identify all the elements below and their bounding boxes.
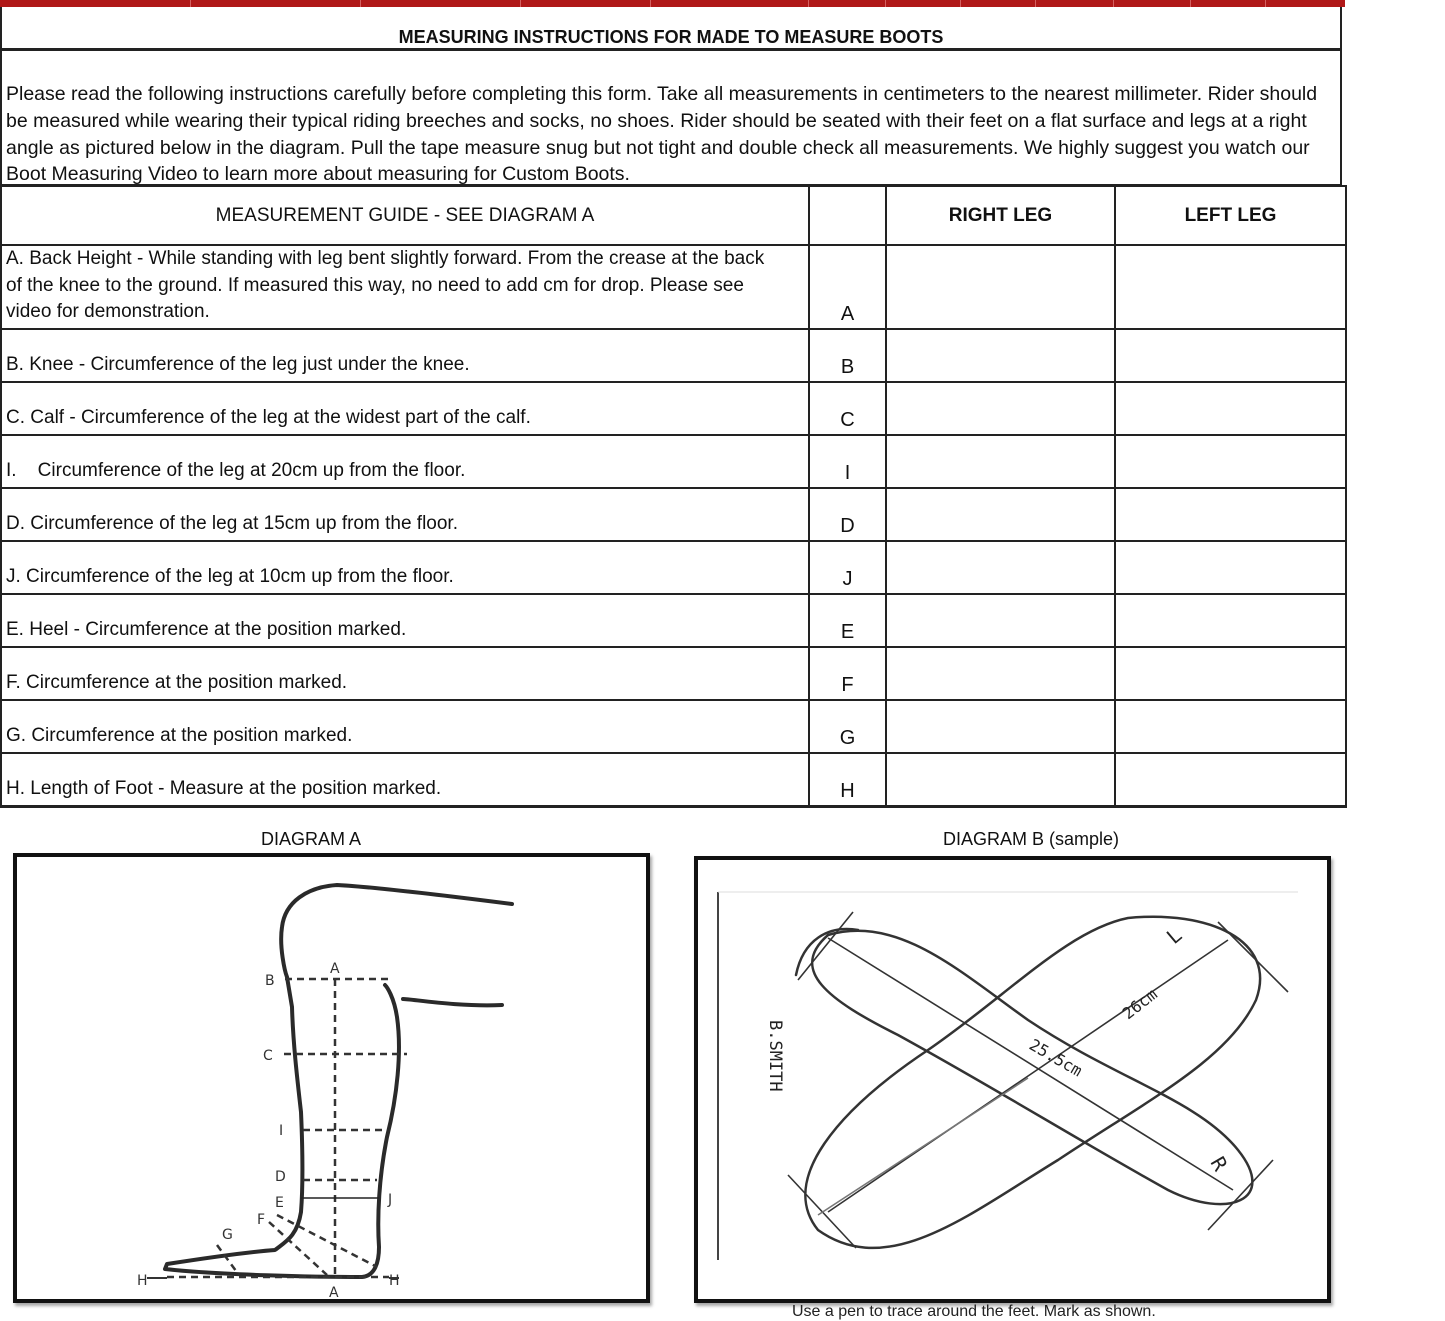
left-leg-input[interactable] — [1115, 700, 1346, 753]
left-foot-mark: L — [1161, 922, 1187, 949]
marker-h-right: H — [389, 1273, 400, 1289]
left-leg-input[interactable] — [1115, 329, 1346, 382]
instruction-line: angle as pictured below in the diagram. Pull the tape measure snug but not tight and double check all measurements. We highly suggest you watch our — [6, 136, 1310, 159]
measurement-description: H. Length of Foot - Measure at the position marked. — [1, 753, 809, 807]
right-leg-input[interactable] — [886, 382, 1115, 435]
measurement-code: G — [809, 700, 886, 753]
description-line: video for demonstration. — [6, 301, 210, 323]
left-foot-measure: 25.5cm — [1026, 1035, 1086, 1081]
left-leg-input[interactable] — [1115, 245, 1346, 329]
marker-b: B — [265, 973, 275, 989]
diagram-b-frame — [694, 856, 1331, 1303]
right-leg-input[interactable] — [886, 245, 1115, 329]
measurement-description: B. Knee - Circumference of the leg just under the knee. — [1, 329, 809, 382]
right-leg-input[interactable] — [886, 753, 1115, 807]
marker-c: C — [263, 1048, 273, 1064]
instruction-line: be measured while wearing their typical riding breeches and socks, no shoes. Rider should be seated with their feet on a flat surface and legs at a right — [6, 109, 1307, 132]
marker-a-bottom: A — [329, 1285, 339, 1299]
left-leg-input[interactable] — [1115, 594, 1346, 647]
marker-d: D — [275, 1169, 286, 1185]
left-leg-header: LEFT LEG — [1115, 186, 1346, 245]
guide-header: MEASUREMENT GUIDE - SEE DIAGRAM A — [1, 186, 809, 245]
measurement-code: F — [809, 647, 886, 700]
right-leg-input[interactable] — [886, 700, 1115, 753]
right-leg-input[interactable] — [886, 488, 1115, 541]
marker-f: F — [257, 1212, 266, 1228]
measurement-table — [0, 185, 1347, 808]
measurement-description: I. Circumference of the leg at 20cm up from the floor. — [1, 435, 809, 488]
measurement-code: E — [809, 594, 886, 647]
right-foot-mark: R — [1205, 1152, 1233, 1175]
left-leg-input[interactable] — [1115, 647, 1346, 700]
left-leg-input[interactable] — [1115, 382, 1346, 435]
description-line: A. Back Height - While standing with leg bent slightly forward. From the crease at the back — [6, 248, 765, 269]
diagram-a-frame — [13, 853, 650, 1303]
top-red-bar — [0, 0, 1345, 7]
measurement-description: D. Circumference of the leg at 15cm up from the floor. — [1, 488, 809, 541]
instructions-paragraph — [0, 51, 1342, 186]
measurement-description: F. Circumference at the position marked. — [1, 647, 809, 700]
table-row — [1, 594, 1346, 647]
marker-j: J — [388, 1192, 393, 1208]
table-row — [1, 329, 1346, 382]
measurement-description: C. Calf - Circumference of the leg at the widest part of the calf. — [1, 382, 809, 435]
table-row — [1, 753, 1346, 807]
left-length-line — [828, 938, 1233, 1190]
right-leg-header: RIGHT LEG — [886, 186, 1115, 245]
right-leg-input[interactable] — [886, 647, 1115, 700]
marker-i: I — [279, 1123, 284, 1139]
left-leg-input[interactable] — [1115, 541, 1346, 594]
table-row — [1, 700, 1346, 753]
measurement-code: B — [809, 329, 886, 382]
table-row — [1, 382, 1346, 435]
right-foot-measure: 26cm — [1118, 984, 1161, 1024]
measurement-code: C — [809, 382, 886, 435]
left-leg-input[interactable] — [1115, 435, 1346, 488]
measurement-description — [1, 245, 809, 329]
code-header — [809, 186, 886, 245]
line-g — [217, 1245, 239, 1275]
description-line: of the knee to the ground. If measured this way, no need to add cm for drop. Please see — [6, 274, 744, 296]
measurement-description: E. Heel - Circumference at the position marked. — [1, 594, 809, 647]
right-leg-input[interactable] — [886, 594, 1115, 647]
measurement-code: D — [809, 488, 886, 541]
right-leg-input[interactable] — [886, 541, 1115, 594]
table-row — [1, 488, 1346, 541]
page-title: MEASURING INSTRUCTIONS FOR MADE TO MEASURE BOOTS — [0, 7, 1342, 51]
marker-g: G — [222, 1227, 233, 1243]
instruction-line: Boot Measuring Video to learn more about measuring for Custom Boots. — [6, 163, 630, 186]
measurement-code: I — [809, 435, 886, 488]
right-leg-input[interactable] — [886, 329, 1115, 382]
diagram-a-label: DIAGRAM A — [261, 829, 362, 849]
right-length-line — [828, 940, 1228, 1212]
leg-diagram — [17, 857, 646, 1299]
diagram-b-label: DIAGRAM B (sample) — [943, 829, 1120, 849]
instruction-line: Please read the following instructions carefully before completing this form. Take all measurements in centimeters to the nearest millimeter. Rider should — [6, 83, 1318, 105]
left-leg-input[interactable] — [1115, 753, 1346, 807]
table-row — [1, 435, 1346, 488]
customer-name: B.SMITH — [765, 1020, 785, 1092]
right-leg-input[interactable] — [886, 435, 1115, 488]
marker-h-left: H — [137, 1273, 148, 1289]
measurement-description: G. Circumference at the position marked. — [1, 700, 809, 753]
measurement-code: H — [809, 753, 886, 807]
right-toe-tick — [1218, 922, 1288, 992]
marker-a-top: A — [330, 961, 340, 977]
left-leg-input[interactable] — [1115, 488, 1346, 541]
measurement-description: J. Circumference of the leg at 10cm up from the floor. — [1, 541, 809, 594]
table-row — [1, 541, 1346, 594]
table-header-row — [1, 186, 1346, 245]
table-row — [1, 647, 1346, 700]
measurement-code: J — [809, 541, 886, 594]
line-e — [277, 1215, 377, 1267]
left-heel-tick — [798, 912, 853, 980]
table-row — [1, 245, 1346, 329]
diagram-b-caption: Use a pen to trace around the feet. Mark as shown. — [792, 1303, 1156, 1320]
measurement-code: A — [809, 245, 886, 329]
foot-tracing-diagram — [698, 860, 1327, 1299]
marker-e: E — [275, 1195, 284, 1211]
